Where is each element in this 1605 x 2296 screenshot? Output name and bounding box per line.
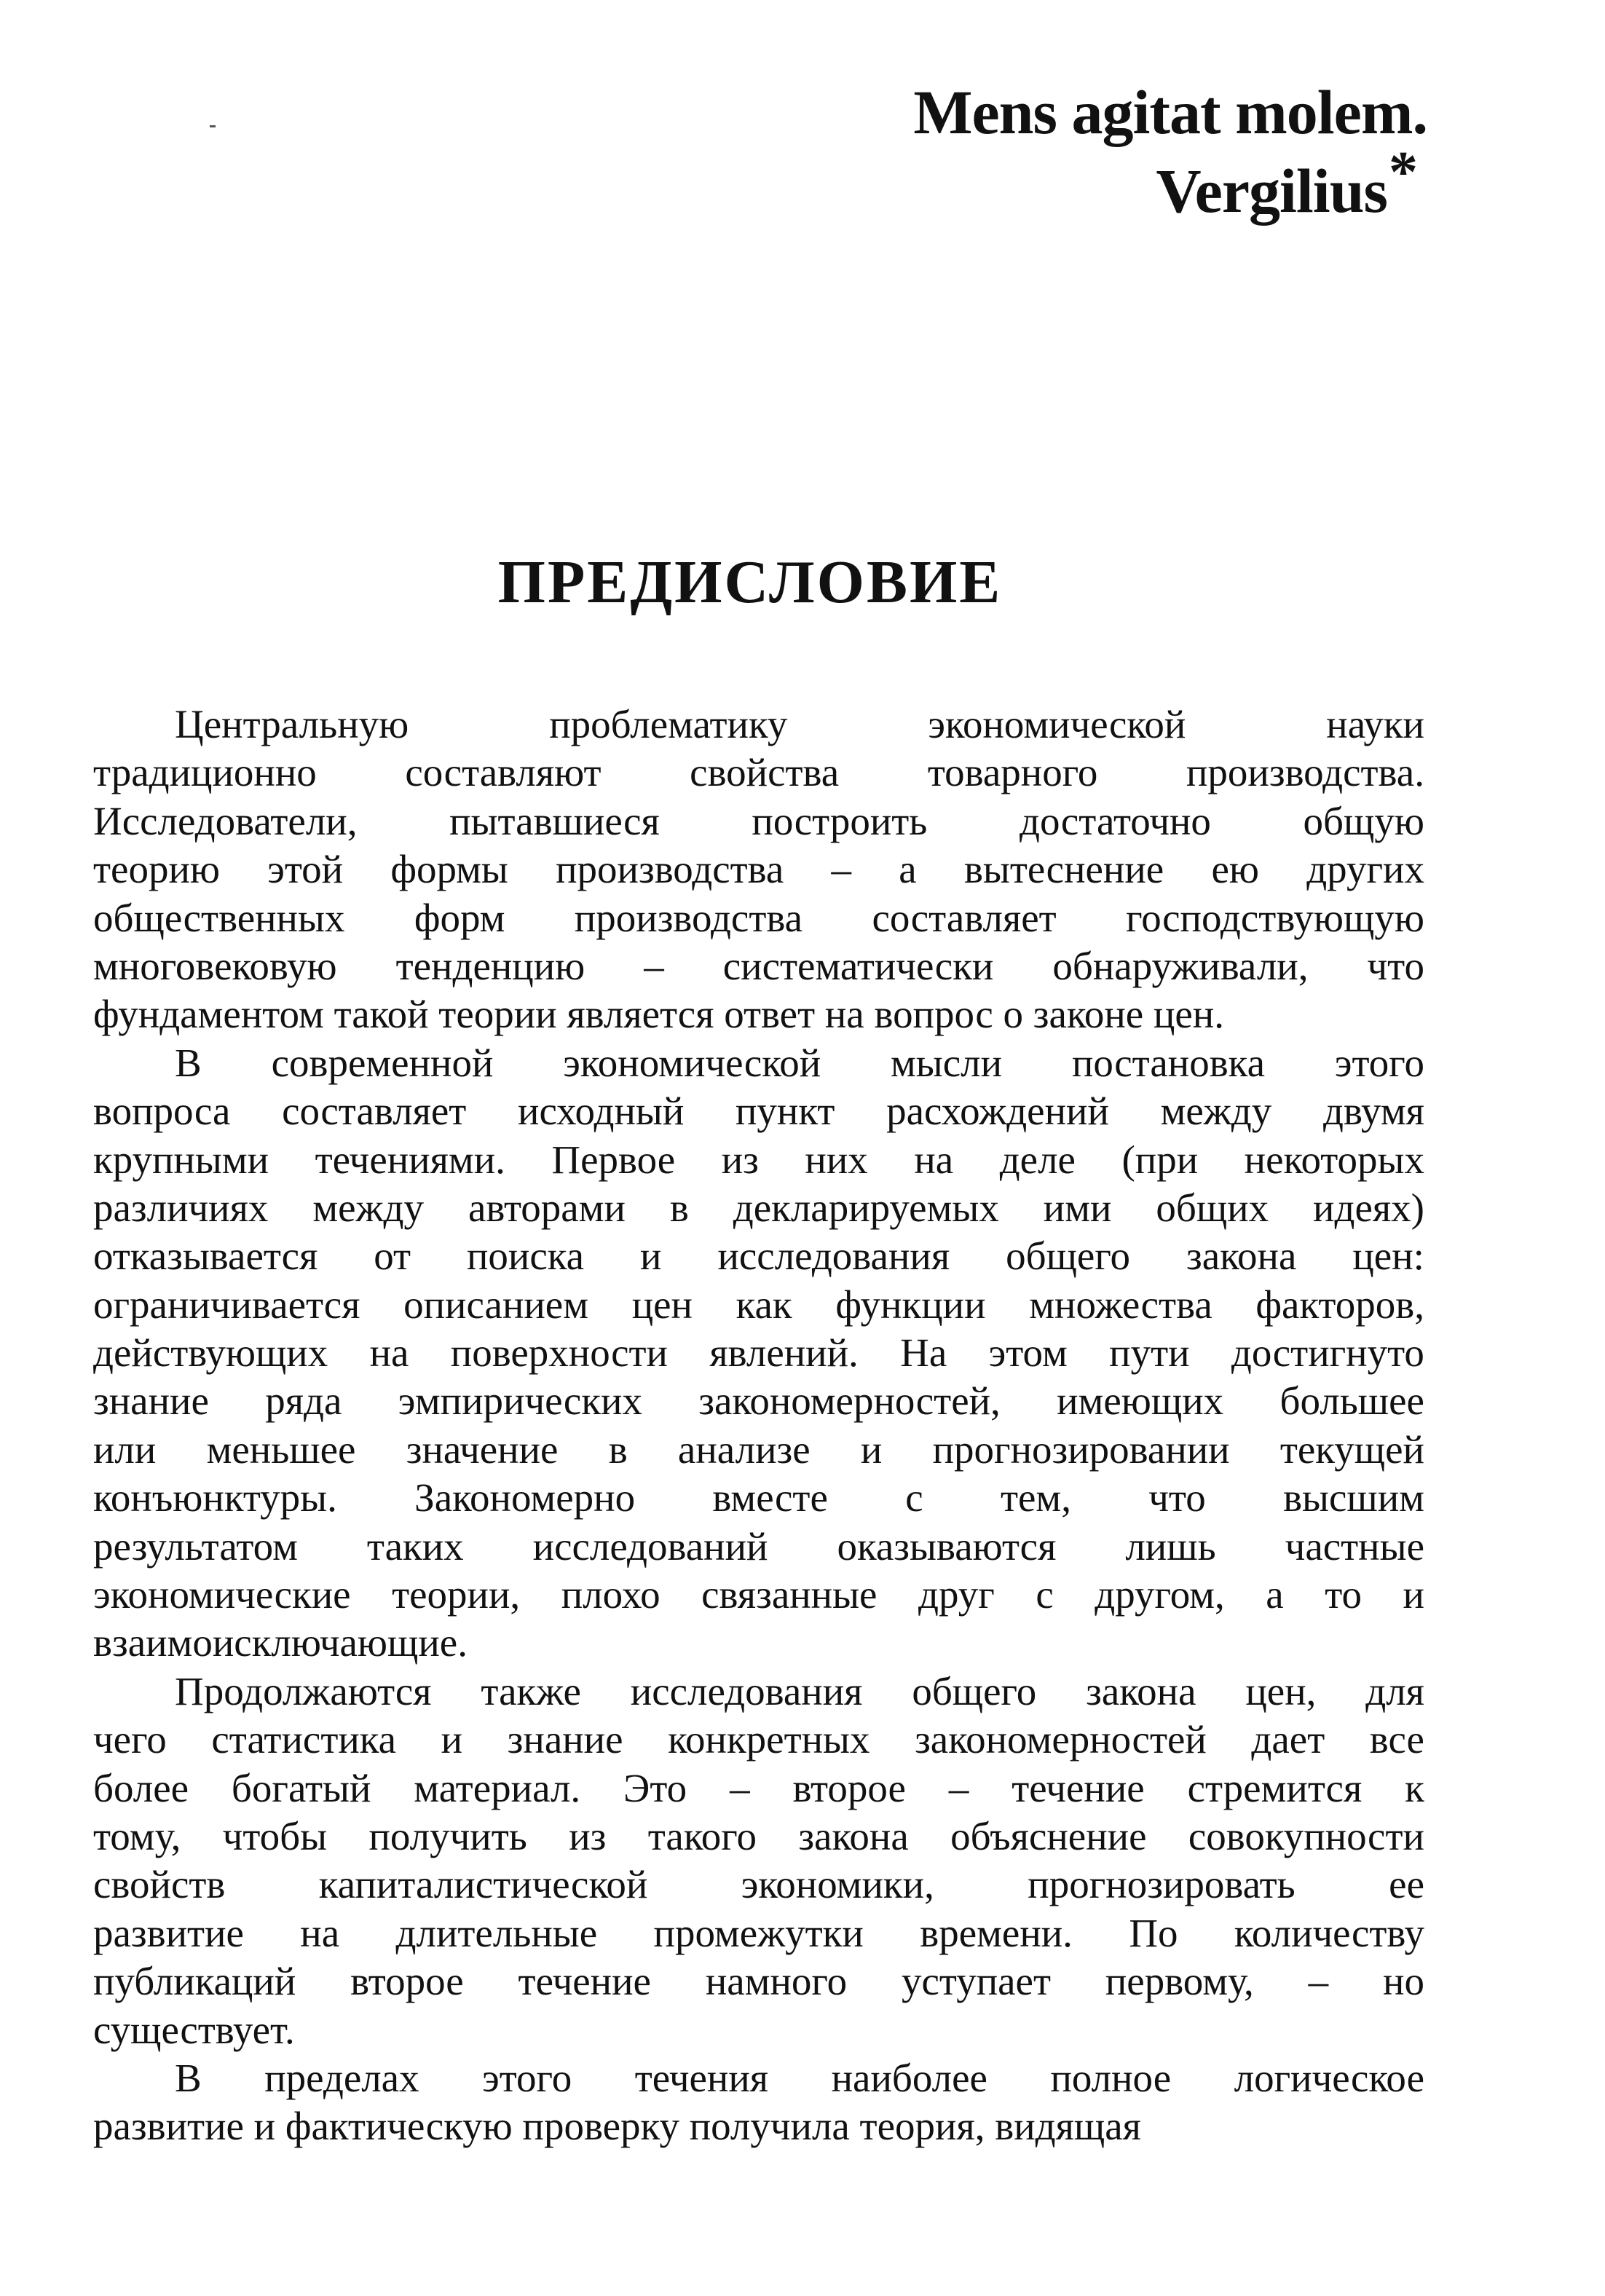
- text-line: свойств капиталистической экономики, прогнозировать ее: [93, 1862, 1424, 1907]
- text-line: крупными течениями. Первое из них на деле (при некоторых: [93, 1137, 1424, 1182]
- paragraph: [93, 2054, 1424, 2151]
- scan-speck: [210, 125, 216, 127]
- text-line: результатом таких исследований оказываются лишь частные: [93, 1523, 1424, 1569]
- epigraph-author: Vergilius: [1156, 156, 1387, 226]
- text-line: отказывается от поиска и исследования общего закона цен:: [93, 1234, 1424, 1279]
- text-line: многовековую тенденцию – систематически обнаруживали, что: [93, 943, 1424, 988]
- text-line: Центральную проблематику экономической науки: [175, 702, 1424, 746]
- page-title: ПРЕДИСЛОВИЕ: [497, 548, 1003, 616]
- epigraph-author-line: [903, 141, 1417, 232]
- text-line: конъюнктуры. Закономерно вместе с тем, что высшим: [93, 1475, 1424, 1520]
- paragraph: [93, 1039, 1424, 1668]
- text-line: знание ряда эмпирических закономерностей, имеющих большее: [93, 1378, 1424, 1424]
- paragraph: [93, 701, 1424, 1039]
- text-line: Исследователи, пытавшиеся построить достаточно общую: [93, 798, 1424, 843]
- text-line: традиционно составляют свойства товарного производства.: [93, 750, 1424, 795]
- text-line: Продолжаются также исследования общего закона цен, для: [175, 1668, 1424, 1713]
- paragraph: [93, 1668, 1424, 2054]
- text-line: общественных форм производства составляет господствующую: [93, 895, 1424, 940]
- epigraph-quote: Mens agitat molem.: [913, 77, 1427, 147]
- text-line: существует.: [93, 2007, 295, 2052]
- text-line: ограничивается описанием цен как функции множества факторов,: [93, 1282, 1424, 1327]
- text-line: различиях между авторами в декларируемых ими общих идеях): [93, 1185, 1424, 1230]
- text-line: экономические теории, плохо связанные друг с другом, а то и: [93, 1572, 1424, 1617]
- text-line: В пределах этого течения наиболее полное логическое: [175, 2055, 1424, 2100]
- text-line: взаимоисключающие.: [93, 1620, 468, 1665]
- text-line: более богатый материал. Это – второе – течение стремится к: [93, 1765, 1424, 1810]
- text-line: вопроса составляет исходный пункт расхождений между двумя: [93, 1089, 1424, 1134]
- text-line: чего статистика и знание конкретных закономерностей дает все: [93, 1717, 1424, 1762]
- body-text: [93, 701, 1424, 2151]
- text-line: развитие и фактическую проверку получила теория, видящая: [93, 2104, 1141, 2149]
- text-line: теорию этой формы производства – а вытеснение ею других: [93, 847, 1424, 892]
- text-line: развитие на длительные промежутки времени. По количеству: [93, 1910, 1424, 1955]
- text-line: действующих на поверхности явлений. На этом пути достигнуто: [93, 1330, 1424, 1376]
- epigraph: [913, 73, 1427, 232]
- text-line: В современной экономической мысли постановка этого: [175, 1040, 1424, 1085]
- text-line: тому, чтобы получить из такого закона объяснение совокупности: [93, 1813, 1424, 1858]
- text-line: фундаментом такой теории является ответ на вопрос о законе цен.: [93, 992, 1224, 1037]
- footnote-mark: *: [1389, 141, 1417, 205]
- text-line: публикаций второе течение намного уступает первому, – но: [93, 1959, 1424, 2004]
- text-line: или меньшее значение в анализе и прогнозировании текущей: [93, 1427, 1424, 1472]
